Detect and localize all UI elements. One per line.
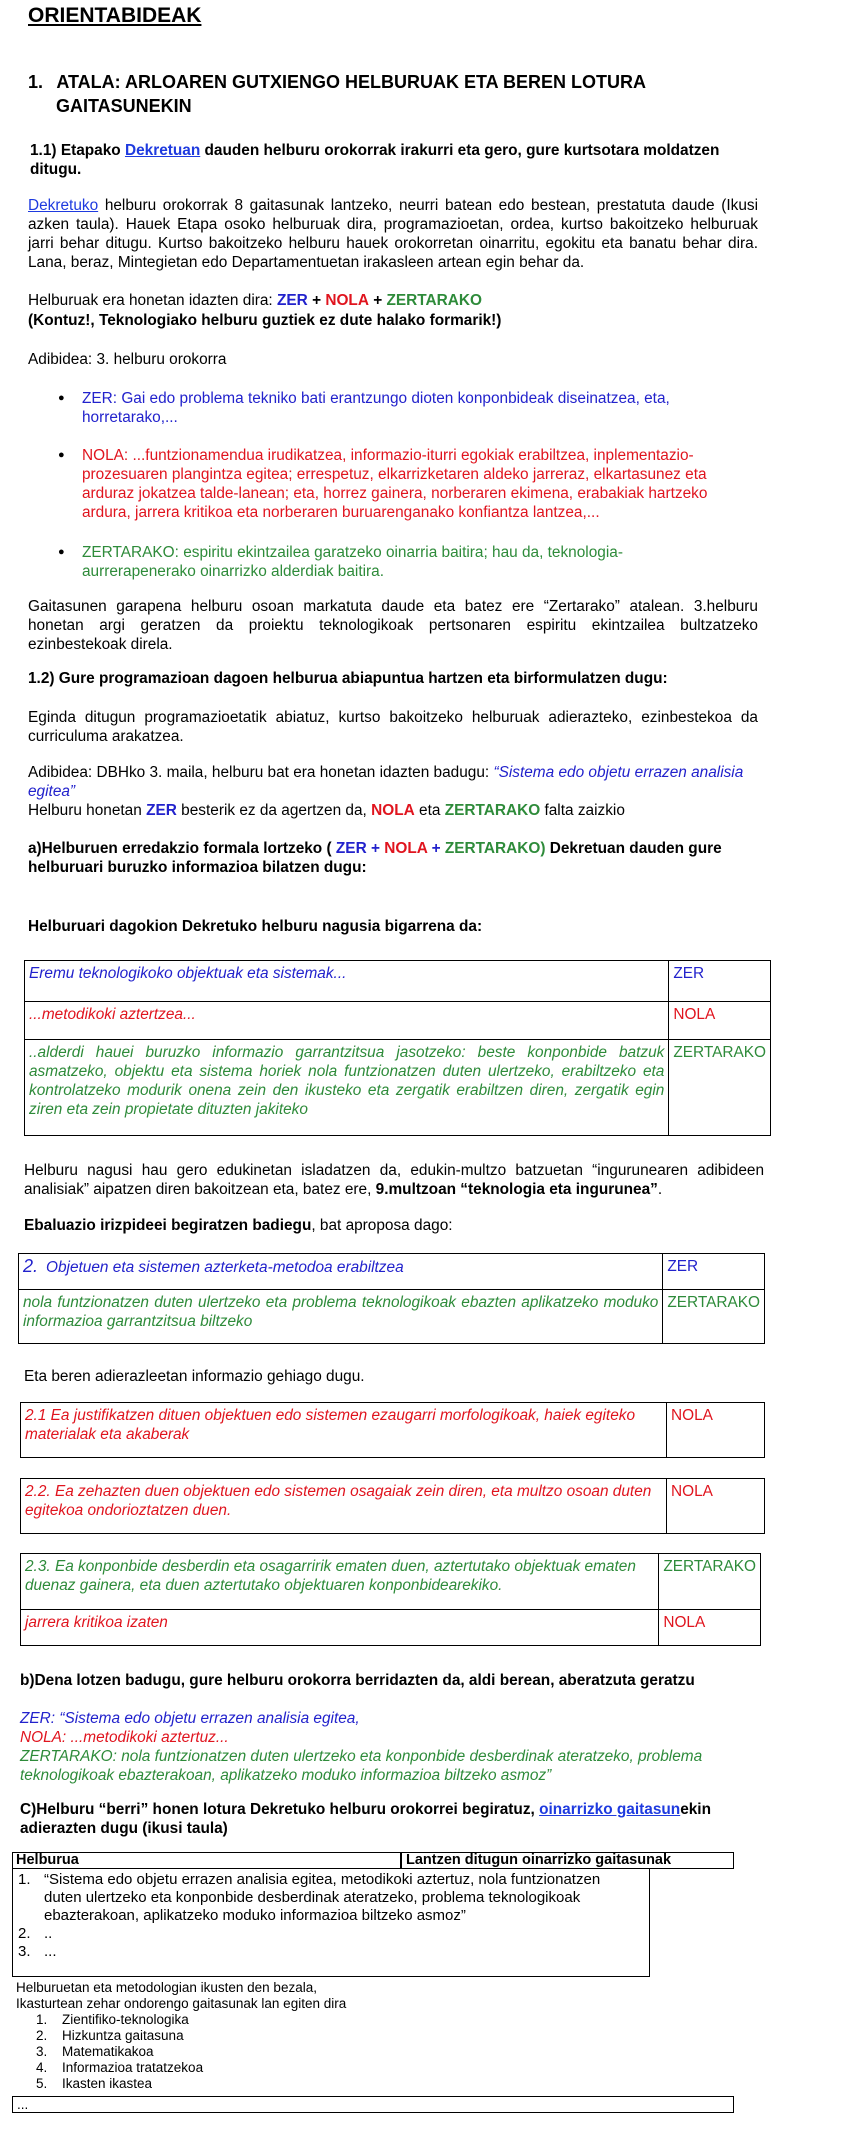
section-heading-line2: GAITASUNEKIN (56, 96, 192, 116)
formula-line (28, 291, 758, 310)
list-text: Informazioa tratatzekoa (62, 2060, 204, 2075)
competence-list (16, 2012, 516, 2092)
rewrite-zer: ZER: “Sistema edo objetu errazen analisia egitea, (20, 1710, 360, 1727)
criteria-text: Objetuen eta sistemen azterketa-metodoa erabiltzea (46, 1259, 404, 1276)
column-divider (400, 1852, 402, 1869)
paragraph-text: helburu orokorrak 8 gaitasunak lantzeko, neurri batean edo bestean, prestatuta daude (Ikusi azken taula). Hauek Etapa osoko helburuak dira, programazioetan, ordea, kurtso bakoitzeko helburuak jarri behar ditugu. Kurtso bakoitzeko helburu hauek orokorretan oinarritu, egokitu eta banatu behar dira. Lana, beraz, Mintegietan edo Departamentuetan irakasleen artean egin behar da. (28, 197, 758, 271)
bullet-nola: ● NOLA: ...funtzionamendua irudikatzea, informazio-iturri egokiak erabiltzea, inplementazio-prozesuaren plangintza egitea; errespetuz, elkarrizketaren aldeko jarreraz, elkartasunez eta arduraz jokatzea talde-lanean; eta, horrez gainera, norberaren ekimena, erabakiak hartzeko ardura, jarrera kritikoa eta norberaren buruarenganako konfiantza lantzea,... (58, 446, 748, 522)
example2-nola: NOLA (371, 802, 415, 819)
list-number: 3. (36, 2044, 48, 2059)
section-heading (28, 70, 728, 118)
suba-nola: NOLA (384, 840, 428, 857)
formula-nola: NOLA (325, 292, 369, 309)
table-cell-tag: NOLA (667, 1479, 765, 1534)
bullet-list (58, 389, 738, 427)
suba-plus: + (431, 840, 441, 857)
table-cell-tag: NOLA (669, 1002, 771, 1040)
list-item (16, 2060, 516, 2076)
example2-pre: Adibidea: DBHko 3. maila, helburu bat era honetan idazten badugu: (28, 764, 490, 781)
list-text: Hizkuntza gaitasuna (62, 2028, 184, 2043)
list-text: Zientifiko-teknologika (62, 2012, 189, 2027)
rewrite-nola: NOLA: ...metodikoki aztertuz... (20, 1729, 229, 1746)
list-item (16, 2012, 516, 2028)
para4-text: Helburu nagusi hau gero edukinetan isladatzen da, edukin-multzo batzuetan “ingurunearen adibideen analisiak” aipatzen diren bakoitzean eta, batez ere, (24, 1162, 764, 1198)
suba-text: a)Helburuen erredakzio formala lortzeko ( (28, 840, 332, 857)
subsection-pre: Etapako (60, 142, 121, 159)
table-cell-tag: ZERTARAKO (659, 1554, 761, 1610)
list-number: 2. (18, 1925, 31, 1942)
formula-plus: + (373, 292, 383, 309)
column-header-gaitasunak: Lantzen ditugun oinarrizko gaitasunak (406, 1852, 672, 1868)
main-goal-heading: Helburuari dagokion Dekretuko helburu nagusia bigarrena da: (28, 918, 483, 935)
formula-zer: ZER (276, 292, 308, 309)
table-row (25, 1040, 771, 1136)
rewrite-zertarako: ZERTARAKO: nola funtzionatzen duten ulertzeko eta konponbide desberdinak ateratzeko, problema teknologikoak ebazterakoan, aplikatzeko moduko informazioa biltzeko asmoz” (20, 1748, 703, 1784)
paragraph-helburu-nagusi (24, 1161, 764, 1199)
table-cell-text: jarrera kritikoa izaten (21, 1610, 659, 1646)
more-info-line: Eta beren adierazleetan informazio gehiago dugu. (24, 1368, 365, 1385)
example-2 (28, 763, 758, 801)
subsection-a (28, 839, 768, 877)
table-cell-tag: ZERTARAKO (663, 1290, 765, 1344)
paragraph-egindа: Egindа ditugun programazioetatik abiatuz, kurtso bakoitzeko helburuak adierazteko, ezinbestekoa da curriculuma arakatzea. (28, 709, 758, 745)
suba-zer: ZER (335, 840, 367, 857)
table-cell-text: 2.3. Ea konponbide desberdin eta osagarririk ematen duen, aztertutako objektuak ematen duenaz gainera, eta duen aztertutako objektuaren konponbidearekiko. (21, 1554, 659, 1610)
final-row: ... (12, 2096, 734, 2113)
column-header-helburua: Helburua (16, 1852, 79, 1868)
bullet-list (58, 446, 748, 522)
example2-text: eta (419, 802, 441, 819)
formula-zertarako: ZERTARAKO (386, 292, 482, 309)
list-item (16, 2076, 516, 2092)
list-item (18, 1871, 628, 1925)
section-number: 1. (28, 72, 44, 92)
indicator-table-3 (20, 1553, 761, 1646)
table-cell-tag: NOLA (667, 1403, 765, 1458)
indicator-table-2 (20, 1478, 765, 1534)
dekretuko-link[interactable]: Dekretuko (28, 197, 99, 214)
example2-zertarako: ZERTARAKO (444, 802, 541, 819)
formula-plus: + (312, 292, 322, 309)
list-item (16, 2044, 516, 2060)
table-row (25, 1002, 771, 1040)
suba-plus: + (370, 840, 380, 857)
subsection-b: b)Dena lotzen badugu, gure helburu orokorra berridazten da, aldi berean, aberatzuta geratzu (20, 1672, 695, 1689)
table-row (19, 1254, 765, 1290)
table-row (21, 1479, 765, 1534)
footnote (16, 1980, 516, 2092)
example2-quote: “Sistema edo objetu errazen analisia egitea” (28, 764, 744, 800)
list-number: 5. (36, 2076, 48, 2091)
oinarrizko-gaitasun-link[interactable]: oinarrizko gaitasun (539, 1801, 681, 1818)
table-cell-tag: ZERTARAKO (669, 1040, 771, 1136)
suba-text: Dekretuan dauden gure helburuari buruzko informazioa bilatzen dugu: (28, 840, 722, 876)
table-cell-text: nola funtzionatzen duten ulertzeko eta problema teknologikoak ebazten aplikatzeko moduko informazioa garrantzitsua biltzeko (19, 1290, 663, 1344)
indicator-table-1 (20, 1402, 765, 1458)
table-cell-tag: NOLA (659, 1610, 761, 1646)
list-number: 2. (36, 2028, 48, 2043)
list-text: Ikasten ikastea (62, 2076, 153, 2091)
subc-text: ekin adierazten dugu (ikusi taula) (20, 1801, 711, 1837)
table-cell-text: 2.1 Ea justifikatzen dituen objektuen edo sistemen ezaugarri morfologikoak, haiek egiteko materialak eta akaberak (21, 1403, 667, 1458)
list-number: 4. (36, 2060, 48, 2075)
table-cell-text: 2.2. Ea zehazten duen objektuen edo sistemen osagaiak zein diren, eta multzo osoan duten egitekoa ondorioztatzen duen. (21, 1479, 667, 1534)
list-number: 3. (18, 1943, 31, 1960)
subc-text: C)Helburu “berri” honen lotura Dekretuko helburu orokorrei begiratuz, (20, 1801, 535, 1818)
list-text: .. (44, 1925, 53, 1942)
table-row (21, 1554, 761, 1610)
para4-bold: 9.multzoan “teknologia eta ingurunea” (375, 1181, 658, 1198)
list-text: ... (44, 1943, 57, 1960)
table-cell-tag: ZER (663, 1254, 765, 1290)
goal-list (18, 1871, 628, 1961)
list-item (16, 2028, 516, 2044)
dekretuan-link[interactable]: Dekretuan (124, 142, 201, 159)
table-cell-text: ..alderdi hauei buruzko informazio garrantzitsua jasotzeko: beste konponbide batzuk asmatzeko, objektu eta sistema horiek nola funtzionatzen duten ulertzeko, erabiltzeko eta kontrolatzeko modurik onena zein den ikusteko eta zergatik erabiltzen diren, zergatik egin ziren eta zein propietate dituzten jakiteko (25, 1040, 669, 1136)
example-label: Adibidea: 3. helburu orokorra (28, 351, 227, 368)
para4-text: . (657, 1181, 663, 1198)
footnote-line: Helburuetan eta metodologian ikusten den bezala, (16, 1980, 317, 1995)
table-row (21, 1610, 761, 1646)
page-title: ORIENTABIDEAK (28, 4, 202, 27)
eval-text: , bat aproposa dago: (311, 1217, 453, 1234)
example2-text: falta zaizkio (544, 802, 625, 819)
dekretu-goal-table (24, 960, 771, 1136)
list-item (18, 1925, 628, 1943)
criteria-number: 2. (23, 1256, 39, 1276)
formula-intro: Helburuak era honetan idazten dira: (28, 292, 273, 309)
table-row (21, 1403, 765, 1458)
example2-zer: ZER (146, 802, 177, 819)
example2-text: besterik ez da agertzen da, (181, 802, 367, 819)
footnote-line: Ikasturtean zehar ondorengo gaitasunak lan egiten dira (16, 1996, 347, 2011)
subsection-1-1 (30, 141, 760, 179)
table-row (19, 1290, 765, 1344)
list-item (18, 1943, 628, 1961)
bullet-zertarako: ● ZERTARAKO: espiritu ekintzailea garatzeko oinarria baitira; hau da, teknologia-aurrerapenerako oinarrizko alderdiak baitira. (58, 543, 668, 581)
list-text: “Sistema edo objetu errazen analisia egitea, metodikoki aztertuz, nola funtzionatzen duten ulertzeko eta konponbide desberdinak ateratzeko, problema teknologikoak ebazterakoan, aplikatzeko moduko informazioa biltzeko asmoz” (44, 1871, 601, 1924)
bullet-list (58, 543, 668, 581)
formula-warning: (Kontuz!, Teknologiako helburu guztiek ez dute halako formarik!) (28, 312, 502, 329)
section-heading-line1: ATALA: ARLOAREN GUTXIENGO HELBURUAK ETA BEREN LOTURA (56, 72, 646, 92)
list-text: Matematikakoa (62, 2044, 154, 2059)
eval-criteria-table (18, 1253, 765, 1344)
example2-text: Helburu honetan (28, 802, 142, 819)
list-number: 1. (36, 2012, 48, 2027)
subsection-c (20, 1800, 760, 1838)
subsection-number: 1.1) (30, 142, 57, 159)
rewritten-goal (20, 1709, 760, 1785)
paragraph-dekretuko (28, 196, 758, 272)
table-row (25, 961, 771, 1002)
competences-table (12, 1852, 732, 1977)
list-number: 1. (18, 1871, 31, 1888)
example-2-line2 (28, 801, 758, 820)
suba-zertarako: ZERTARAKO) (444, 840, 546, 857)
eval-criteria-line (24, 1216, 764, 1235)
table-cell-text (19, 1254, 663, 1290)
bullet-zer: ● ZER: Gai edo problema tekniko bati erantzungo dioten konponbideak diseinatzea, eta, horretarako,... (58, 389, 738, 427)
table-cell-text: ...metodikoki aztertzea... (25, 1002, 669, 1040)
table-cell-tag: ZER (669, 961, 771, 1002)
subsection-1-2: 1.2) Gure programazioan dagoen helburua abiapuntua hartzen eta birformulatzen dugu: (28, 670, 668, 687)
subsection-post: dauden helburu orokorrak irakurri eta gero, gure kurtsotara moldatzen ditugu. (30, 142, 720, 178)
eval-bold: Ebaluazio irizpideei begiratzen badiegu (24, 1217, 312, 1234)
table-cell-text: Eremu teknologikoko objektuak eta sistemak... (25, 961, 669, 1002)
paragraph-gaitasunen: Gaitasunen garapena helburu osoan markatuta daude eta batez ere “Zertarako” atalean. 3.helburu honetan argi geratzen da proiektu teknologikoak pertsonaren espiritu ekintzailea bultzatzeko ezinbestekoak direla. (28, 598, 758, 653)
